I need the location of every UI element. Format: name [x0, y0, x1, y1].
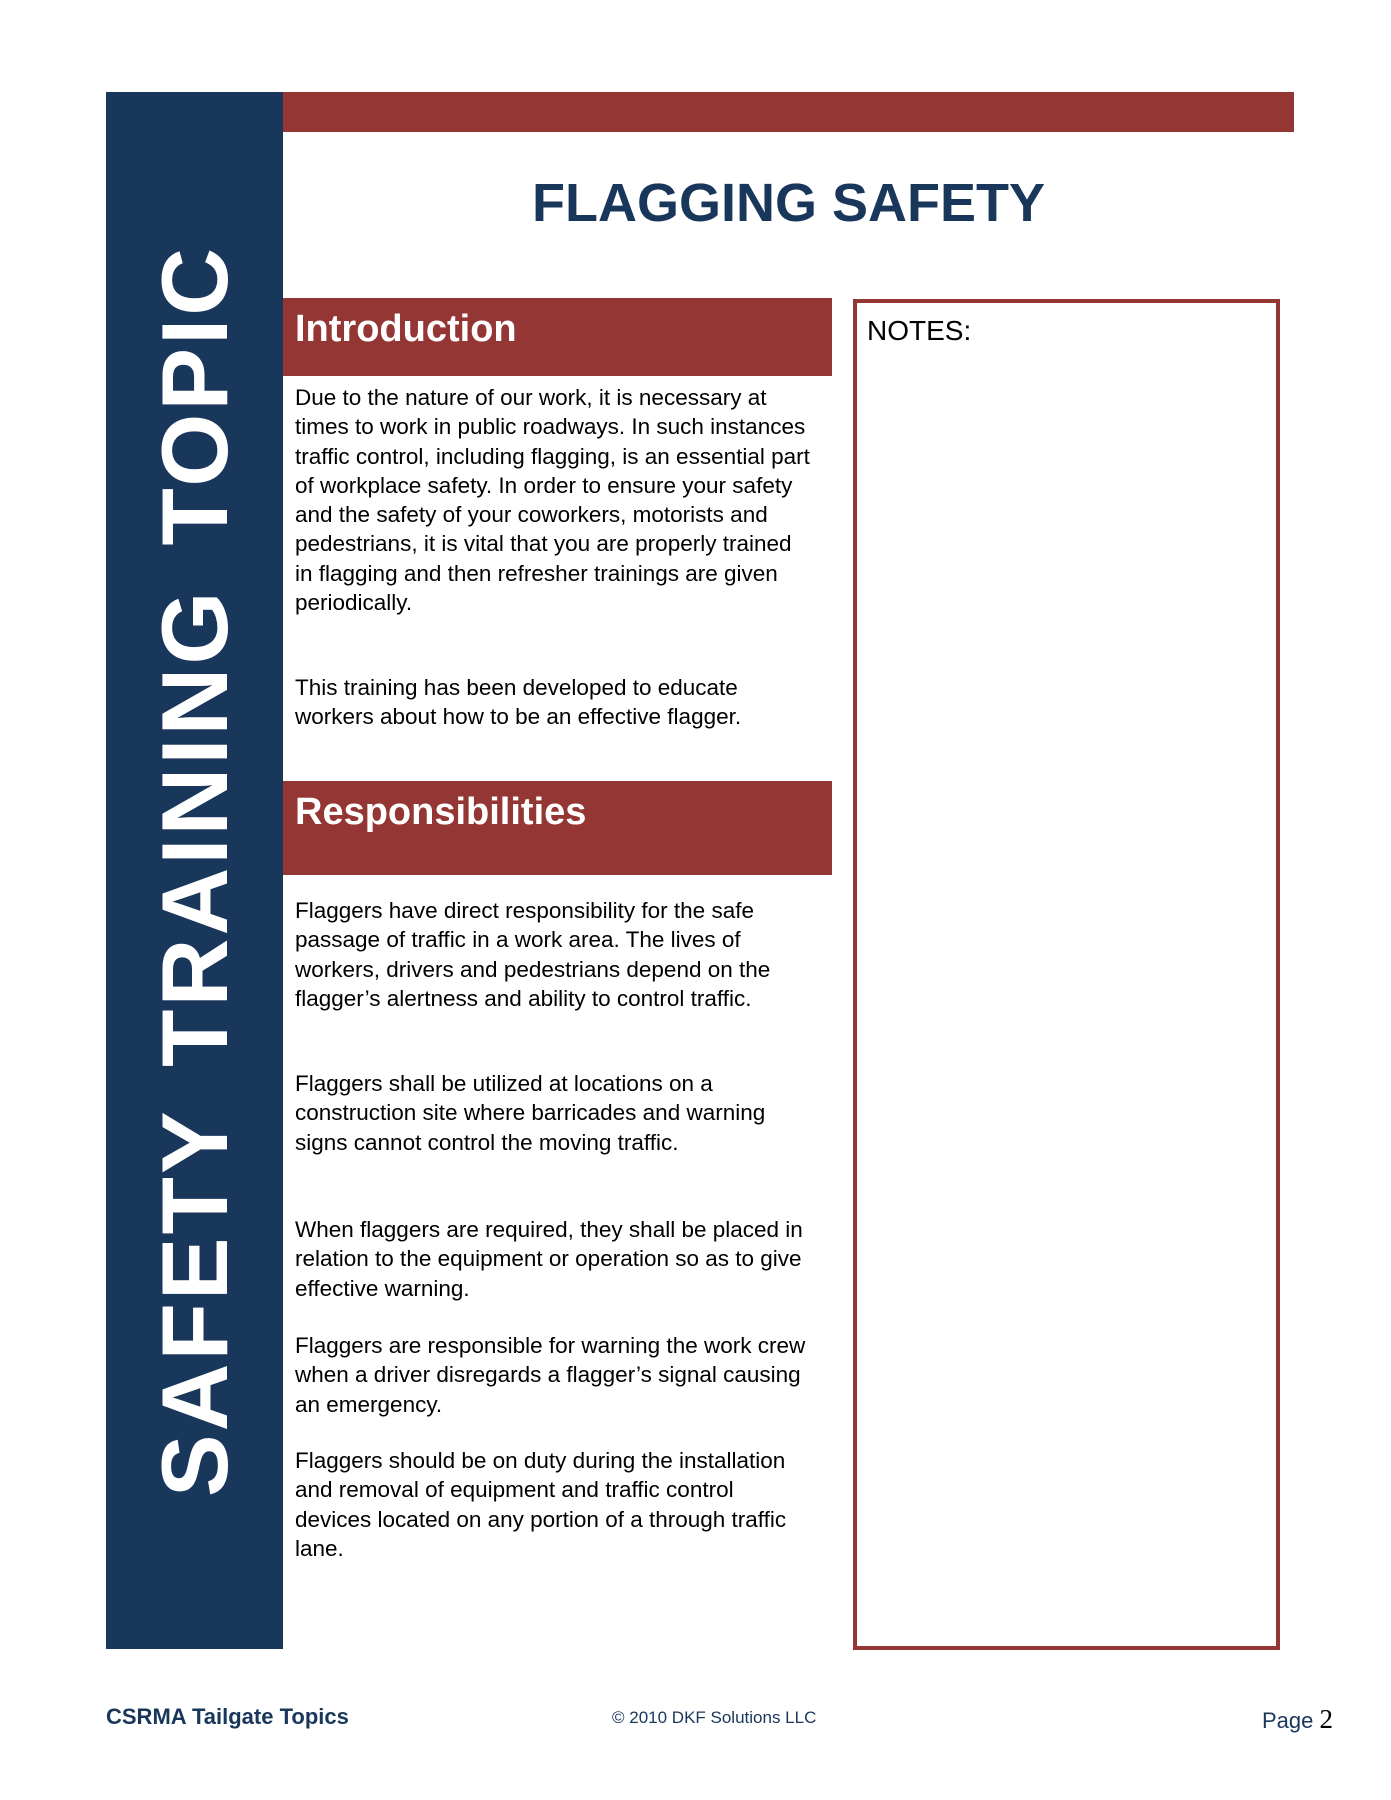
- page-label: Page: [1262, 1708, 1314, 1733]
- introduction-heading: Introduction: [283, 298, 832, 376]
- resp-paragraph: Flaggers shall be utilized at locations on a construction site where barricades and warning signs cannot control the moving traffic.: [295, 1071, 766, 1155]
- resp-paragraph: When flaggers are required, they shall be placed in relation to the equipment or operation so as to give effective warning.: [295, 1217, 803, 1301]
- page-number: 2: [1319, 1704, 1334, 1734]
- footer-publication: CSRMA Tailgate Topics: [106, 1704, 349, 1729]
- footer-copyright: © 2010 DKF Solutions LLC: [612, 1708, 817, 1727]
- vertical-label: SAFETY TRAINING TOPIC: [141, 244, 247, 1497]
- notes-box: [853, 299, 1280, 1650]
- intro-paragraph: Due to the nature of our work, it is necessary at times to work in public roadways. In such instances traffic control, including flagging, is an essential part of workplace safety. In order to ensure your safety and the safety of your coworkers, motorists and pedestrians, it is vital that you are properly trained in flagging and then refresher trainings are given periodically.: [295, 385, 810, 616]
- page-title: FLAGGING SAFETY: [532, 173, 1045, 233]
- sidebar-band: [106, 92, 283, 1649]
- intro-paragraph: This training has been developed to educate workers about how to be an effective flagger.: [295, 675, 742, 730]
- resp-paragraph: Flaggers are responsible for warning the work crew when a driver disregards a flagger’s signal causing an emergency.: [295, 1333, 806, 1417]
- resp-paragraph: Flaggers should be on duty during the installation and removal of equipment and traffic control devices located on any portion of a through traffic lane.: [295, 1448, 787, 1561]
- responsibilities-heading: Responsibilities: [283, 781, 832, 875]
- footer-page: [1262, 1704, 1333, 1735]
- top-bar: [283, 92, 1294, 132]
- notes-label: NOTES:: [867, 315, 972, 346]
- resp-paragraph: Flaggers have direct responsibility for the safe passage of traffic in a work area. The lives of workers, drivers and pedestrians depend on the flagger’s alertness and ability to control traffic.: [295, 898, 771, 1011]
